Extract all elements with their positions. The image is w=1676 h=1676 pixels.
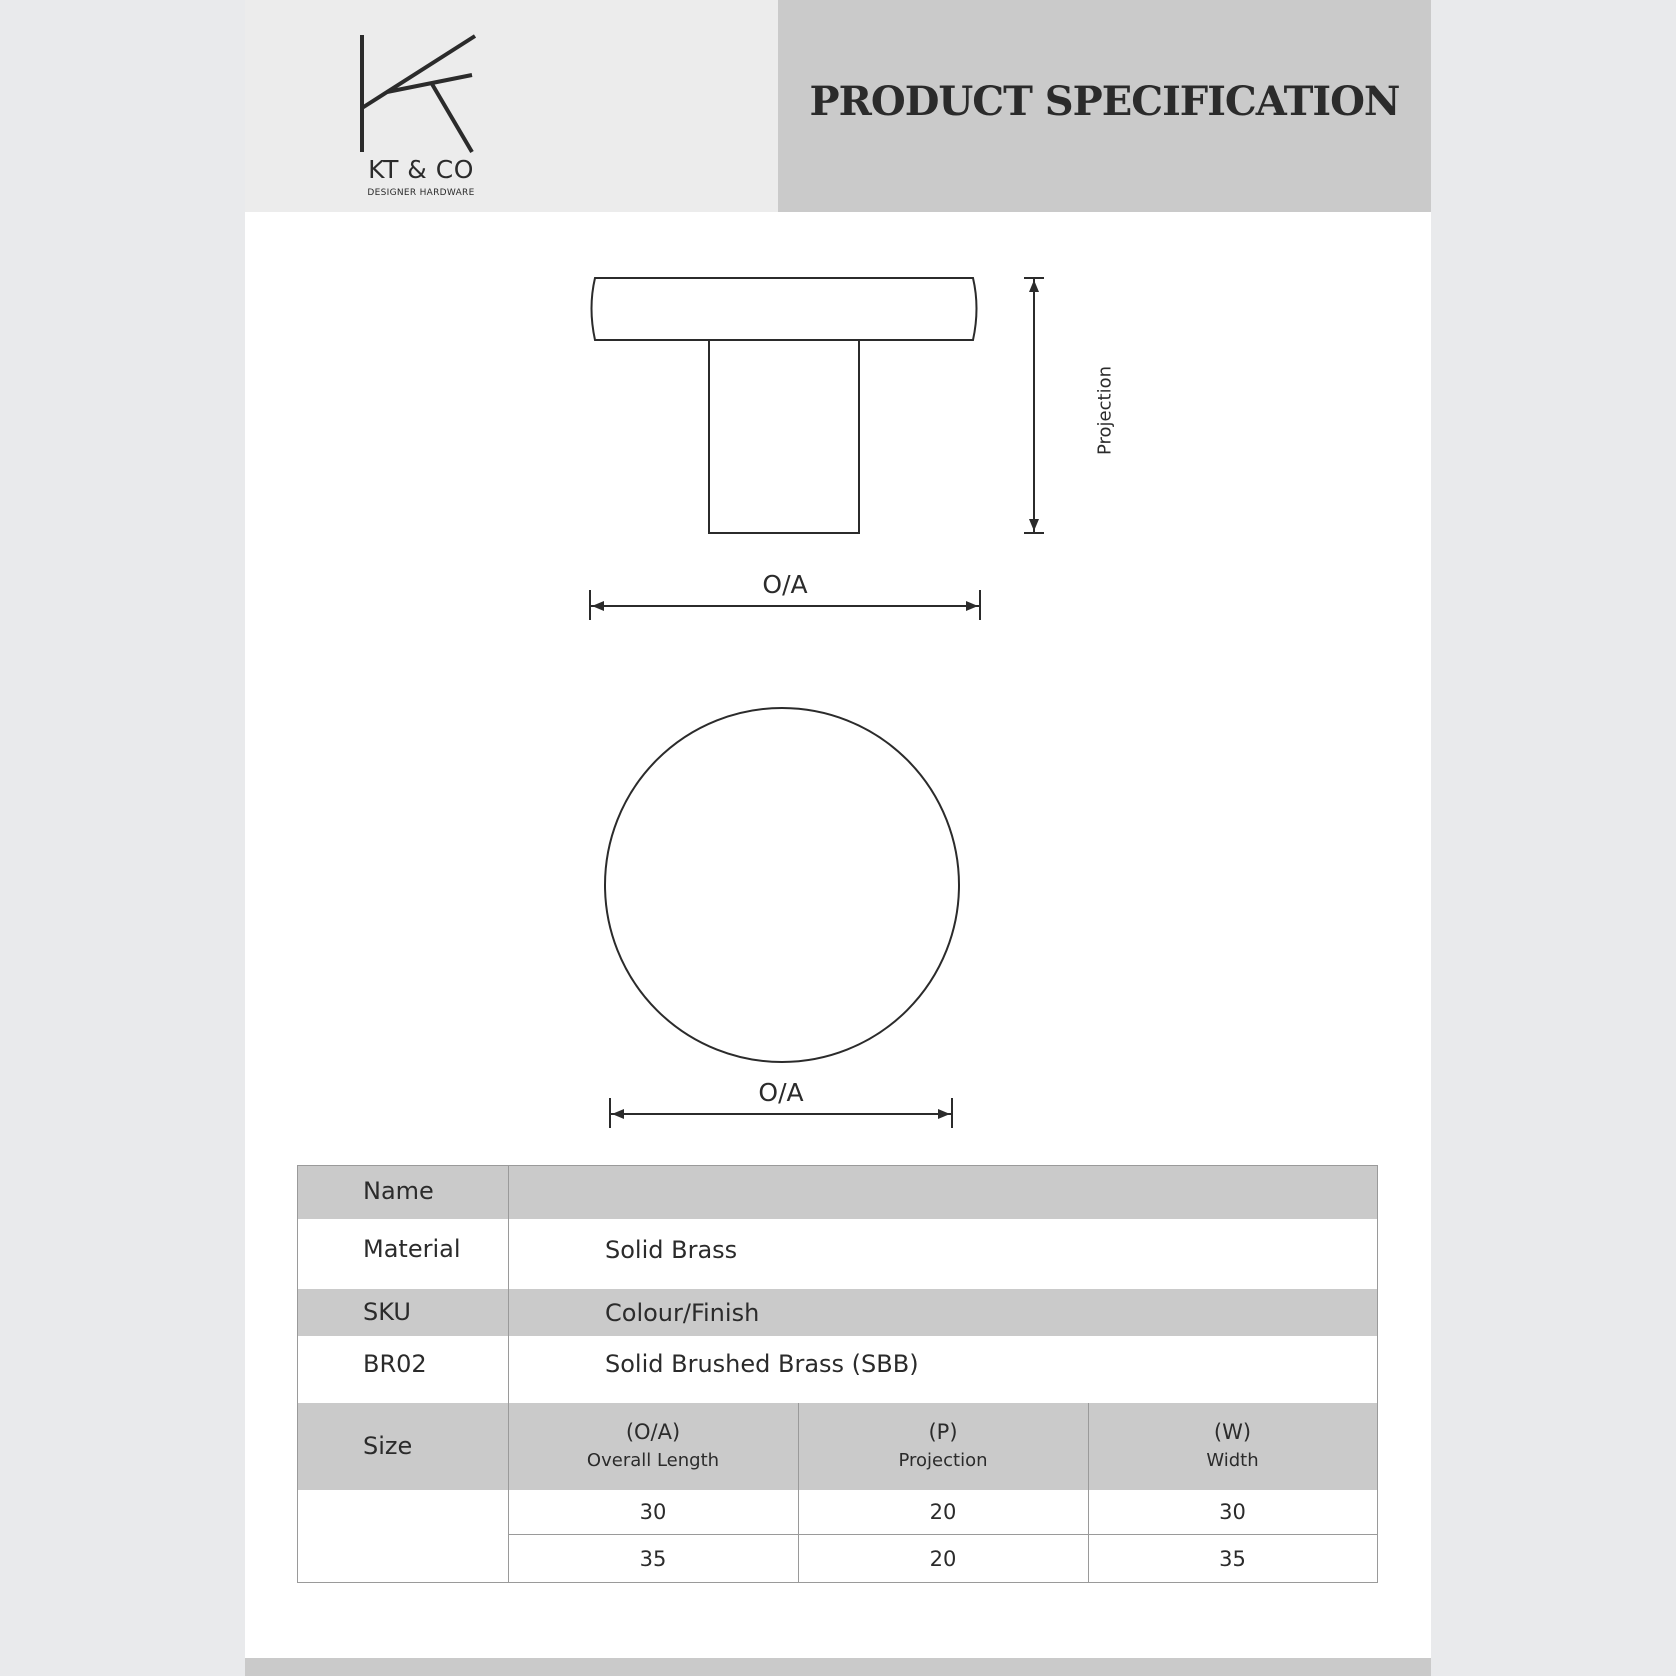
knob-top-view-outline [605, 708, 959, 1062]
technical-drawing [245, 0, 1431, 1150]
page-title: PRODUCT SPECIFICATION [809, 78, 1400, 125]
finish-label: Colour/Finish [605, 1299, 760, 1327]
divider [798, 1403, 799, 1582]
knob-head-outline [592, 278, 977, 340]
column-header-overall-length [508, 1420, 798, 1471]
footer-bar [245, 1658, 1431, 1676]
brand-name: KT & CO [368, 155, 474, 184]
column-full: Projection [898, 1450, 988, 1471]
table-row [298, 1490, 1377, 1534]
cell-projection: 20 [929, 1500, 957, 1524]
projection-label: Projection [1094, 366, 1116, 456]
column-abbr: (W) [1213, 1420, 1252, 1444]
cell-width: 35 [1219, 1547, 1246, 1571]
column-full: Overall Length [586, 1450, 720, 1471]
knob-stem-outline [709, 340, 859, 533]
brand-tagline: DESIGNER HARDWARE [367, 188, 475, 198]
finish-value: Solid Brushed Brass (SBB) [605, 1350, 919, 1378]
table-row-size-header [298, 1403, 1377, 1490]
cell-overall-length: 35 [639, 1547, 667, 1571]
material-value: Solid Brass [605, 1236, 738, 1264]
column-full: Width [1206, 1450, 1259, 1471]
table-row-name [298, 1166, 1377, 1219]
cell-width: 30 [1219, 1500, 1246, 1524]
table-row-material [298, 1219, 1377, 1289]
sku-label: SKU [363, 1298, 411, 1326]
column-abbr: (O/A) [625, 1420, 681, 1444]
divider [508, 1534, 1377, 1535]
top-width-label: O/A [758, 1078, 804, 1107]
divider [1088, 1403, 1089, 1582]
sku-value: BR02 [363, 1350, 427, 1378]
size-label: Size [363, 1432, 413, 1460]
divider [508, 1166, 509, 1582]
spec-sheet [245, 0, 1431, 1676]
column-header-projection [798, 1420, 1088, 1471]
projection-dimension-line [1024, 278, 1044, 533]
cell-projection: 20 [929, 1547, 957, 1571]
side-width-label: O/A [762, 570, 808, 599]
material-label: Material [363, 1235, 461, 1263]
column-abbr: (P) [928, 1420, 958, 1444]
table-row [298, 1535, 1377, 1582]
table-row-sku-header [298, 1289, 1377, 1336]
column-header-width [1088, 1420, 1377, 1471]
cell-overall-length: 30 [639, 1500, 667, 1524]
spec-table [297, 1165, 1378, 1583]
name-label: Name [363, 1177, 434, 1205]
table-row-sku-value [298, 1336, 1377, 1403]
